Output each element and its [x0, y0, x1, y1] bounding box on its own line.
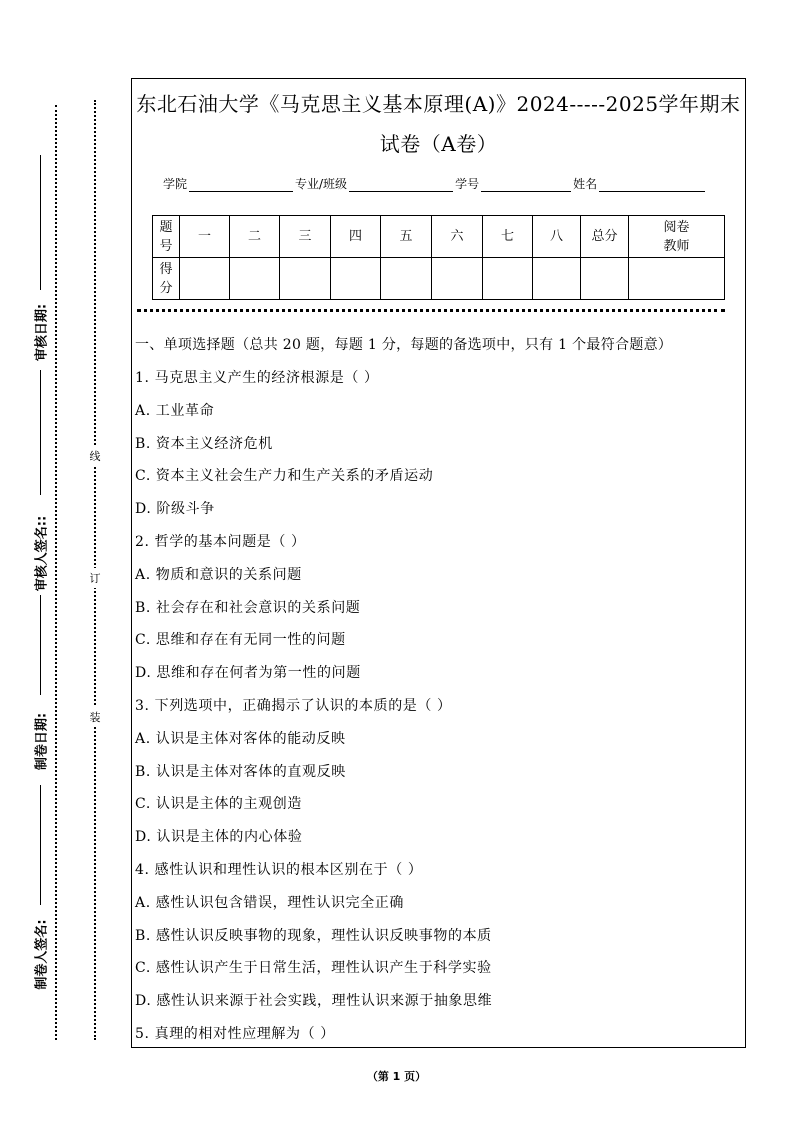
- maker-date-line: [40, 595, 41, 695]
- left-dotted-border: [55, 105, 57, 1040]
- score-cell[interactable]: [230, 258, 280, 300]
- college-field[interactable]: [189, 179, 293, 192]
- grading-teacher-header: [629, 216, 725, 258]
- score-header: [153, 258, 180, 300]
- question-option: A. 认识是主体对客体的能动反映: [135, 731, 346, 747]
- name-label: 姓名: [573, 177, 598, 191]
- question-option: D. 思维和存在何者为第一性的问题: [135, 665, 361, 681]
- question-option: C. 认识是主体的主观创造: [135, 796, 302, 812]
- question-stem: 2. 哲学的基本问题是（ ）: [135, 534, 306, 550]
- question-option: D. 感性认识来源于社会实践，理性认识来源于抽象思维: [135, 993, 493, 1009]
- section-heading: 一、单项选择题（总共 20 题，每题 1 分，每题的备选项中，只有 1 个最符合题意）: [135, 337, 673, 353]
- question-option: A. 工业革命: [135, 403, 215, 419]
- question-option: A. 物质和意识的关系问题: [135, 567, 302, 583]
- question-option: C. 资本主义社会生产力和生产关系的矛盾运动: [135, 468, 434, 484]
- column-header: 五: [381, 216, 432, 258]
- binding-char-xian: 线: [90, 446, 101, 466]
- total-score-cell[interactable]: [581, 258, 629, 300]
- reviewer-sign-line: [40, 370, 41, 495]
- question-stem: 3. 下列选项中，正确揭示了认识的本质的是（ ）: [135, 698, 452, 714]
- question-option: B. 认识是主体对客体的直观反映: [135, 764, 346, 780]
- column-header: 三: [280, 216, 331, 258]
- question-number-header: [153, 216, 180, 258]
- reviewer-sign-label: 审核人签名::: [34, 515, 50, 592]
- maker-date-label: 制卷日期:: [34, 712, 50, 771]
- score-table: [152, 215, 725, 300]
- reviewer-date-label: 审核日期:: [34, 303, 50, 362]
- score-table-header-row: [153, 216, 725, 258]
- grading-teacher-line2: 教师: [663, 238, 690, 254]
- major-class-field[interactable]: [349, 179, 453, 192]
- binding-char-ding: 订: [90, 568, 101, 588]
- score-cell[interactable]: [483, 258, 533, 300]
- exam-title-line2: 试卷（A卷）: [379, 132, 498, 156]
- score-table-score-row: [153, 258, 725, 300]
- question-stem: 4. 感性认识和理性认识的根本区别在于（ ）: [135, 862, 423, 878]
- score-cell[interactable]: [331, 258, 381, 300]
- column-header: 八: [533, 216, 581, 258]
- question-option: A. 感性认识包含错误，理性认识完全正确: [135, 895, 405, 911]
- score-cell[interactable]: [381, 258, 432, 300]
- student-id-field[interactable]: [481, 179, 571, 192]
- total-score-header: 总分: [581, 216, 629, 258]
- question-option: D. 阶级斗争: [135, 501, 215, 517]
- college-label: 学院: [163, 177, 188, 191]
- binding-char-zhuang: 装: [90, 707, 101, 727]
- name-field[interactable]: [599, 179, 705, 192]
- question-number-char1: 题: [159, 219, 173, 235]
- exam-title-line1: 东北石油大学《马克思主义基本原理(A)》2024-----2025学年期末: [136, 92, 741, 116]
- maker-sign-line: [40, 785, 41, 905]
- grading-teacher-line1: 阅卷: [663, 219, 690, 235]
- score-cell[interactable]: [180, 258, 230, 300]
- score-cell[interactable]: [533, 258, 581, 300]
- score-char1: 得: [159, 261, 173, 277]
- reviewer-date-line: [40, 155, 41, 290]
- question-stem: 5. 真理的相对性应理解为（ ）: [135, 1026, 335, 1042]
- question-option: B. 资本主义经济危机: [135, 436, 273, 452]
- question-option: B. 社会存在和社会意识的关系问题: [135, 600, 361, 616]
- column-header: 四: [331, 216, 381, 258]
- score-cell[interactable]: [280, 258, 331, 300]
- question-stem: 1. 马克思主义产生的经济根源是（ ）: [135, 370, 379, 386]
- column-header: 六: [432, 216, 483, 258]
- maker-sign-label: 制卷人签名:: [34, 919, 50, 990]
- column-header: 七: [483, 216, 533, 258]
- column-header: 二: [230, 216, 280, 258]
- score-cell[interactable]: [432, 258, 483, 300]
- score-char2: 分: [159, 280, 173, 296]
- column-header: 一: [180, 216, 230, 258]
- section-separator: [137, 309, 725, 312]
- student-info-row: [163, 172, 723, 192]
- grading-teacher-cell[interactable]: [629, 258, 725, 300]
- page-number: （第 1 页）: [366, 1070, 427, 1083]
- question-option: C. 思维和存在有无同一性的问题: [135, 632, 346, 648]
- question-option: B. 感性认识反映事物的现象，理性认识反映事物的本质: [135, 928, 492, 944]
- student-id-label: 学号: [455, 177, 480, 191]
- major-class-label: 专业/班级: [295, 177, 348, 191]
- question-option: C. 感性认识产生于日常生活，理性认识产生于科学实验: [135, 960, 492, 976]
- question-option: D. 认识是主体的内心体验: [135, 829, 303, 845]
- question-number-char2: 号: [159, 238, 173, 254]
